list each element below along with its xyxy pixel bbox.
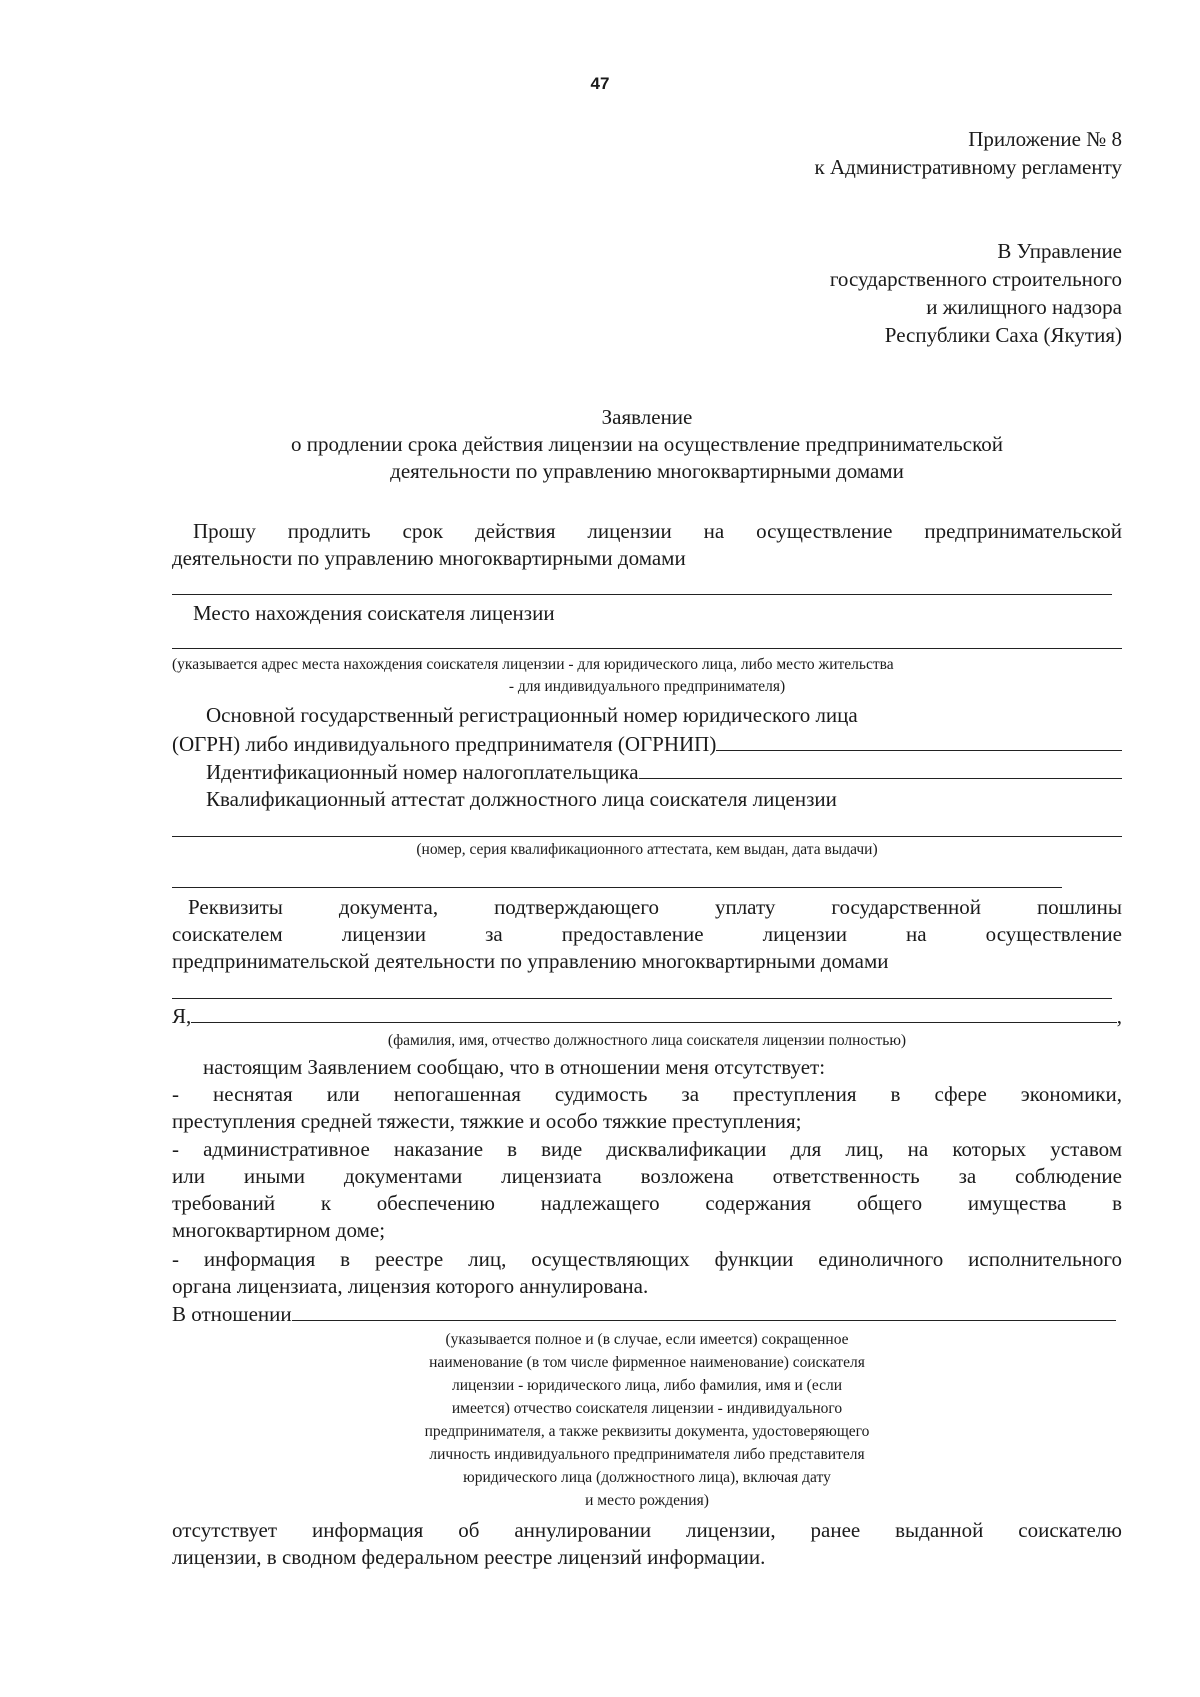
regarding-blank-line — [292, 1300, 1116, 1321]
document-subtitle-line-2: деятельности по управлению многоквартирными домами — [390, 459, 904, 483]
location-hint-line-2: - для индивидуального предпринимателя) — [508, 678, 786, 695]
document-subtitle-line-1: о продлении срока действия лицензии на осуществление предпринимательской — [291, 432, 1003, 456]
declarant-field — [172, 1002, 1122, 1029]
declarant-suffix: , — [1116, 1004, 1122, 1028]
ogrn-field — [172, 730, 1122, 757]
addressee-line-2: государственного строительного — [829, 267, 1122, 291]
regarding-hint-line: личность индивидуального предпринимателя либо представителя — [429, 1446, 865, 1463]
regarding-hint-line: имеется) отчество соискателя лицензии - индивидуального — [451, 1400, 843, 1417]
statement-item-2-line-2: или иными документами лицензиата возложена ответственность за соблюдение — [172, 1164, 1122, 1188]
request-text-line-2: деятельности по управлению многоквартирными домами — [172, 546, 686, 570]
addressee-line-4: Республики Саха (Якутия) — [884, 323, 1122, 347]
request-text-line-1: Прошу продлить срок действия лицензии на осуществление предпринимательской — [193, 519, 1122, 543]
appendix-number: Приложение № 8 — [968, 127, 1122, 151]
inn-blank-line — [639, 758, 1122, 779]
location-hint-line-1: (указывается адрес места нахождения соискателя лицензии - для юридического лица, либо место жительства — [172, 656, 894, 673]
duty-text-line-3: предпринимательской деятельности по управлению многоквартирными домами — [172, 949, 889, 973]
appendix-reference: к Административному регламенту — [814, 155, 1122, 179]
addressee-line-3: и жилищного надзора — [926, 295, 1122, 319]
ogrn-label-line-1: Основной государственный регистрационный номер юридического лица — [206, 703, 858, 727]
attestat-hint: (номер, серия квалификационного аттестата, кем выдан, дата выдачи) — [416, 841, 878, 858]
regarding-field — [172, 1300, 1116, 1327]
regarding-hint-line: предпринимателя, а также реквизиты документа, удостоверяющего — [424, 1423, 870, 1440]
regarding-hint-line: наименование (в том числе фирменное наименование) соискателя — [429, 1354, 865, 1371]
regarding-hint-line: юридического лица (должностного лица), включая дату — [463, 1469, 831, 1486]
declarant-prefix: Я, — [172, 1004, 192, 1028]
closing-line-1: отсутствует информация об аннулировании лицензии, ранее выданной соискателю — [172, 1518, 1122, 1542]
attestat-label: Квалификационный аттестат должностного лица соискателя лицензии — [206, 787, 837, 811]
attestat-blank-line — [172, 836, 1122, 837]
ogrn-label-line-2: (ОГРН) либо индивидуального предпринимателя (ОГРНИП) — [172, 732, 717, 756]
statement-item-3-line-1: - информация в реестре лиц, осуществляющих функции единоличного исполнительного — [172, 1247, 1122, 1271]
declarant-hint: (фамилия, имя, отчество должностного лица соискателя лицензии полностью) — [387, 1032, 907, 1049]
regarding-hint — [322, 1328, 972, 1512]
regarding-hint-line: лицензии - юридического лица, либо фамилия, имя и (если — [451, 1377, 842, 1394]
addressee-line-1: В Управление — [997, 239, 1122, 263]
inn-field — [206, 758, 1122, 785]
statement-item-2-line-4: многоквартирном доме; — [172, 1218, 386, 1242]
statement-intro: настоящим Заявлением сообщаю, что в отношении меня отсутствует: — [203, 1055, 826, 1079]
regarding-label: В отношении — [172, 1302, 292, 1326]
statement-item-1-line-1: - неснятая или непогашенная судимость за преступления в сфере экономики, — [172, 1082, 1122, 1106]
statement-item-2-line-3: требований к обеспечению надлежащего содержания общего имущества в — [172, 1191, 1122, 1215]
inn-label: Идентификационный номер налогоплательщика — [206, 760, 639, 784]
page-number: 47 — [590, 74, 610, 93]
ogrn-blank-line — [716, 730, 1122, 751]
location-label: Место нахождения соискателя лицензии — [193, 601, 555, 625]
statement-item-2-line-1: - административное наказание в виде дисквалификации для лиц, на которых уставом — [172, 1137, 1122, 1161]
regarding-hint-line: и место рождения) — [585, 1492, 709, 1509]
declarant-blank-line — [191, 1002, 1116, 1023]
regarding-hint-line: (указывается полное и (в случае, если имеется) сокращенное — [445, 1331, 849, 1348]
statement-item-3-line-2: органа лицензиата, лицензия которого аннулирована. — [172, 1274, 649, 1298]
duty-text-line-2: соискателем лицензии за предоставление лицензии на осуществление — [172, 922, 1122, 946]
location-blank-line — [172, 648, 1122, 649]
duty-blank-line — [172, 998, 1112, 999]
duty-text-line-1: Реквизиты документа, подтверждающего уплату государственной пошлины — [188, 895, 1122, 919]
closing-line-2: лицензии, в сводном федеральном реестре лицензий информации. — [172, 1545, 766, 1569]
statement-item-1-line-2: преступления средней тяжести, тяжкие и особо тяжкие преступления; — [172, 1109, 802, 1133]
document-title: Заявление — [601, 405, 693, 429]
attestat-second-blank-line — [172, 887, 1062, 888]
request-blank-line — [172, 594, 1112, 595]
